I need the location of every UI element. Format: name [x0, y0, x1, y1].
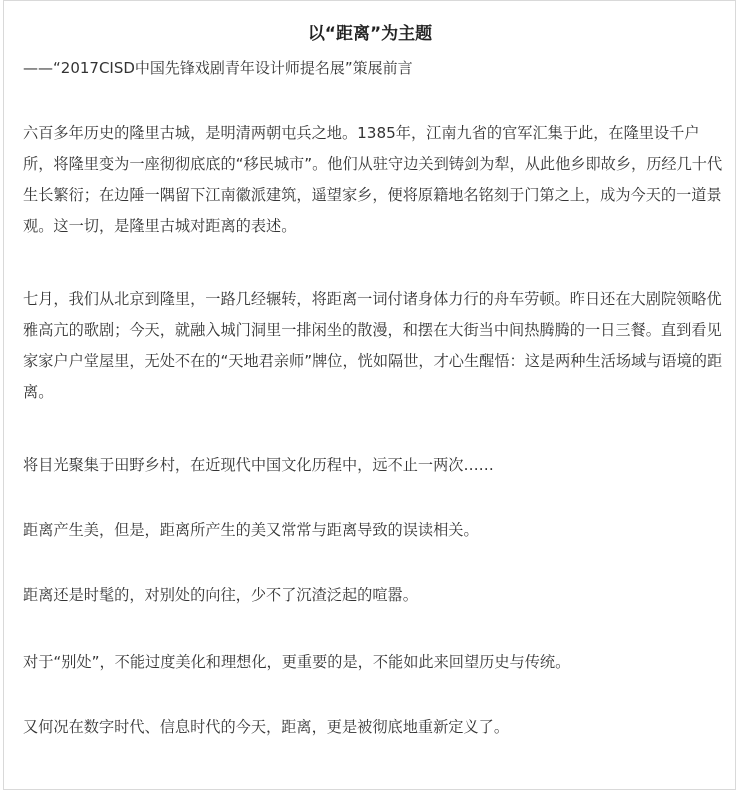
paragraph-6: 对于“别处”，不能过度美化和理想化，更重要的是，不能如此来回望历史与传统。 — [23, 653, 571, 671]
paragraph-2: 七月，我们从北京到隆里，一路几经辗转，将距离一词付诸身体力行的舟车劳顿。昨日还在大剧院领略优雅高亢的歌剧；今天，就融入城门洞里一排闲坐的散漫，和摆在大街当中间热腾腾的一日三餐。直到看见家家户户堂屋里，无处不在的“天地君亲师”牌位，恍如隔世，才心生醒悟：这是两种生活场域与语境的距离。 — [23, 290, 723, 401]
article-title: 以“距离”为主题 — [307, 24, 433, 44]
paragraph-3: 将目光聚集于田野乡村，在近现代中国文化历程中，远不止一两次…… — [23, 456, 494, 474]
paragraph-1: 六百多年历史的隆里古城，是明清两朝屯兵之地。1385年，江南九省的官军汇集于此，在隆里设千户所，将隆里变为一座彻彻底底的“移民城市”。他们从驻守边关到铸剑为犁，从此他乡即故乡，历经几十代生长繁衍；在边陲一隅留下江南徽派建筑，遥望家乡，便将原籍地名铭刻于门第之上，成为今天的一道景观。这一切，是隆里古城对距离的表述。 — [23, 124, 723, 235]
paragraph-7: 又何况在数字时代、信息时代的今天，距离，更是被彻底地重新定义了。 — [23, 718, 509, 736]
article-subtitle: ——“2017CISD中国先锋戏剧青年设计师提名展”策展前言 — [23, 59, 413, 77]
paragraph-4: 距离产生美，但是，距离所产生的美又常常与距离导致的误读相关。 — [23, 521, 479, 539]
paragraph-5: 距离还是时髦的，对别处的向往，少不了沉渣泛起的喧嚣。 — [23, 586, 418, 604]
